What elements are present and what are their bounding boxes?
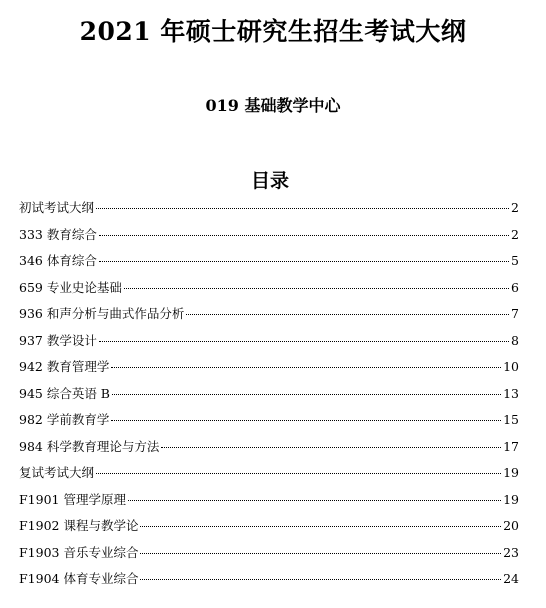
toc-entry-label: 982 学前教育学 bbox=[19, 412, 110, 427]
toc-entry-label: 942 教育管理学 bbox=[19, 359, 110, 374]
dot-leader bbox=[99, 261, 509, 262]
toc-entry-label: 初试考试大纲 bbox=[19, 200, 95, 215]
toc-entry-label: 复试考试大纲 bbox=[19, 465, 95, 480]
toc-entry-page: 15 bbox=[503, 412, 519, 427]
toc-entry-page: 5 bbox=[511, 253, 519, 268]
dot-leader bbox=[128, 500, 501, 501]
toc-entry[interactable] bbox=[19, 356, 519, 383]
toc-entry-page: 7 bbox=[511, 306, 519, 321]
dot-leader bbox=[99, 235, 509, 236]
toc-entry[interactable] bbox=[19, 330, 519, 357]
dot-leader bbox=[111, 420, 501, 421]
toc-entry[interactable] bbox=[19, 462, 519, 489]
toc-entry[interactable] bbox=[19, 277, 519, 304]
dot-leader bbox=[96, 473, 501, 474]
toc-entry-page: 6 bbox=[511, 279, 519, 295]
toc-entry-label: 346 体育综合 bbox=[19, 253, 97, 268]
dot-leader bbox=[161, 447, 501, 448]
toc-entry-label: 333 教育综合 bbox=[19, 226, 97, 242]
toc-entry[interactable] bbox=[19, 515, 519, 542]
dot-leader bbox=[140, 553, 501, 554]
toc-entry-page: 10 bbox=[503, 359, 519, 374]
dot-leader bbox=[99, 341, 509, 342]
toc-entry-label: 984 科学教育理论与方法 bbox=[19, 438, 160, 454]
toc-heading: 目录 bbox=[250, 170, 289, 192]
toc-entry-page: 24 bbox=[503, 571, 519, 586]
toc-entry-page: 13 bbox=[503, 385, 519, 401]
toc-entry-label: F1902 课程与教学论 bbox=[19, 518, 139, 533]
dot-leader bbox=[140, 579, 501, 580]
toc-entry[interactable] bbox=[19, 489, 519, 516]
dot-leader bbox=[186, 314, 509, 315]
document-title: 2021 年硕士研究生招生考试大纲 bbox=[79, 17, 467, 46]
toc-entry[interactable] bbox=[19, 409, 519, 436]
dot-leader bbox=[112, 394, 501, 395]
toc-entry[interactable] bbox=[19, 542, 519, 569]
toc-entry-page: 23 bbox=[503, 544, 519, 560]
toc-entry-label: F1904 体育专业综合 bbox=[19, 571, 139, 586]
toc-entry-page: 8 bbox=[511, 332, 519, 348]
toc-entry-label: F1903 音乐专业综合 bbox=[19, 544, 139, 560]
dot-leader bbox=[96, 208, 509, 209]
toc-entry-label: 945 综合英语 B bbox=[19, 385, 110, 401]
dot-leader bbox=[124, 288, 509, 289]
toc-entry[interactable] bbox=[19, 383, 519, 410]
dot-leader bbox=[111, 367, 501, 368]
toc-entry-page: 2 bbox=[511, 226, 519, 242]
toc-entry-label: F1901 管理学原理 bbox=[19, 491, 126, 507]
toc-entry-page: 2 bbox=[511, 200, 519, 215]
toc-entry[interactable] bbox=[19, 436, 519, 463]
table-of-contents bbox=[19, 197, 519, 595]
toc-entry[interactable] bbox=[19, 250, 519, 277]
toc-entry[interactable] bbox=[19, 568, 519, 595]
toc-entry-page: 20 bbox=[503, 518, 519, 533]
toc-entry[interactable] bbox=[19, 303, 519, 330]
toc-entry-label: 936 和声分析与曲式作品分析 bbox=[19, 306, 185, 321]
toc-entry[interactable] bbox=[19, 224, 519, 251]
toc-entry-page: 17 bbox=[503, 438, 519, 454]
toc-entry-page: 19 bbox=[503, 491, 519, 507]
toc-entry-page: 19 bbox=[503, 465, 519, 480]
toc-entry[interactable] bbox=[19, 197, 519, 224]
toc-entry-label: 937 教学设计 bbox=[19, 332, 97, 348]
toc-entry-label: 659 专业史论基础 bbox=[19, 279, 122, 295]
dot-leader bbox=[140, 526, 501, 527]
document-subtitle: 019 基础教学中心 bbox=[205, 96, 341, 115]
